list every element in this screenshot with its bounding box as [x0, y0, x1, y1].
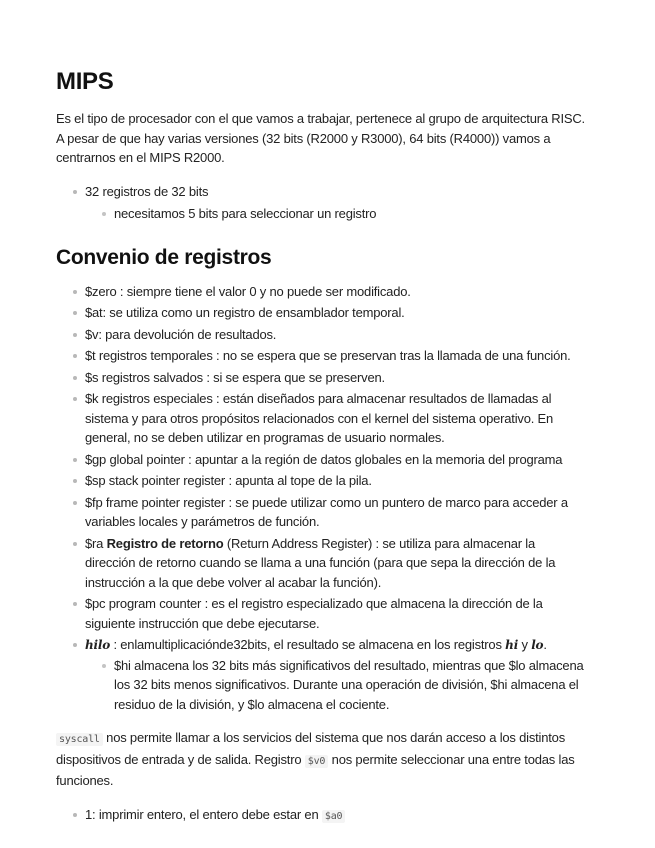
ra-rest: (Return Address Register) : se utiliza para almacenar la dirección de retorno cuando se llama a una función (para que sepa la dirección de la instrucción a la que debe volver al acabar la función).	[85, 535, 556, 590]
ra-bold: Registro de retorno	[106, 535, 224, 551]
list-item	[56, 182, 585, 224]
convention-list	[56, 282, 585, 715]
ra-prefix: $ra	[85, 535, 107, 551]
list-item: $at: se utiliza como un registro de ensamblador temporal.	[56, 303, 585, 323]
intro-paragraph: Es el tipo de procesador con el que vamos a trabajar, pertenece al grupo de arquitectura RISC. A pesar de que hay varias versiones (32 bits (R2000 y R3000), 64 bits (R4000)) vamos a centrarnos en el MIPS R2000.	[56, 111, 585, 165]
syscall-text-1: nos permite llamar a los servicios del sistema que nos darán acceso a los distintos dispositivos de entrada y de salida. Registro	[56, 730, 566, 767]
v0-code: $v0	[305, 755, 328, 768]
list-item-pc: $pc program counter : es el registro especializado que almacena la dirección de la siguiente instrucción que debe ejecutarse.	[56, 594, 585, 633]
hilo-and: y	[518, 637, 532, 652]
list-item: $s registros salvados : si se espera que se preserven.	[56, 368, 585, 388]
list-item: $k registros especiales : están diseñados para almacenar resultados de llamadas al sistema y para otros propósitos relacionados con el kernel del sistema operativo. En general, no se deben utilizar en programas de usuario normales.	[56, 389, 585, 448]
a0-code: $a0	[322, 810, 345, 823]
list-item: $sp stack pointer register : apunta al tope de la pila.	[56, 471, 585, 491]
list-item: $zero : siempre tiene el valor 0 y no puede ser modificado.	[56, 282, 585, 302]
sub-list-item: necesitamos 5 bits para seleccionar un registro	[85, 204, 585, 224]
hi-math: hi	[505, 638, 519, 652]
sub-list-item: $hi almacena los 32 bits más significativos del resultado, mientras que $lo almacena los 32 bits menos significativos. Durante una operación de división, $hi almacena el residuo de la división, y $lo almacena el cociente.	[85, 656, 585, 715]
section-title: Convenio de registros	[56, 245, 272, 269]
functions-list	[56, 805, 585, 827]
hilo-sublist	[85, 656, 585, 715]
list-item: $v: para devolución de resultados.	[56, 325, 585, 345]
list-item-ra	[56, 534, 585, 593]
list-item: $gp global pointer : apuntar a la región de datos globales en la memoria del programa	[56, 450, 585, 470]
syscall-code: syscall	[56, 733, 103, 746]
hilo-text: : enlamultiplicacióndе32bits, el resultado se almacena en los registros	[110, 637, 506, 652]
list-item-text: 32 registros de 32 bits	[85, 183, 209, 199]
list-item: $fp frame pointer register : se puede utilizar como un puntero de marco para acceder a variables locales y parámetros de función.	[56, 493, 585, 532]
syscall-text-2: nos permite seleccionar una entre todas las funciones.	[56, 751, 575, 788]
lo-math: lo	[531, 638, 544, 652]
syscall-paragraph	[56, 728, 585, 791]
registers-list	[56, 182, 585, 224]
registers-sublist	[85, 204, 585, 224]
function-text: 1: imprimir entero, el entero debe estar en	[85, 806, 322, 822]
hilo-math: hilo	[85, 638, 111, 652]
list-item-hilo	[56, 635, 585, 714]
list-item: $t registros temporales : no se espera que se preservan tras la llamada de una función.	[56, 346, 585, 366]
page-title: MIPS	[56, 68, 114, 95]
hilo-end: .	[543, 637, 547, 652]
list-item	[56, 805, 585, 827]
